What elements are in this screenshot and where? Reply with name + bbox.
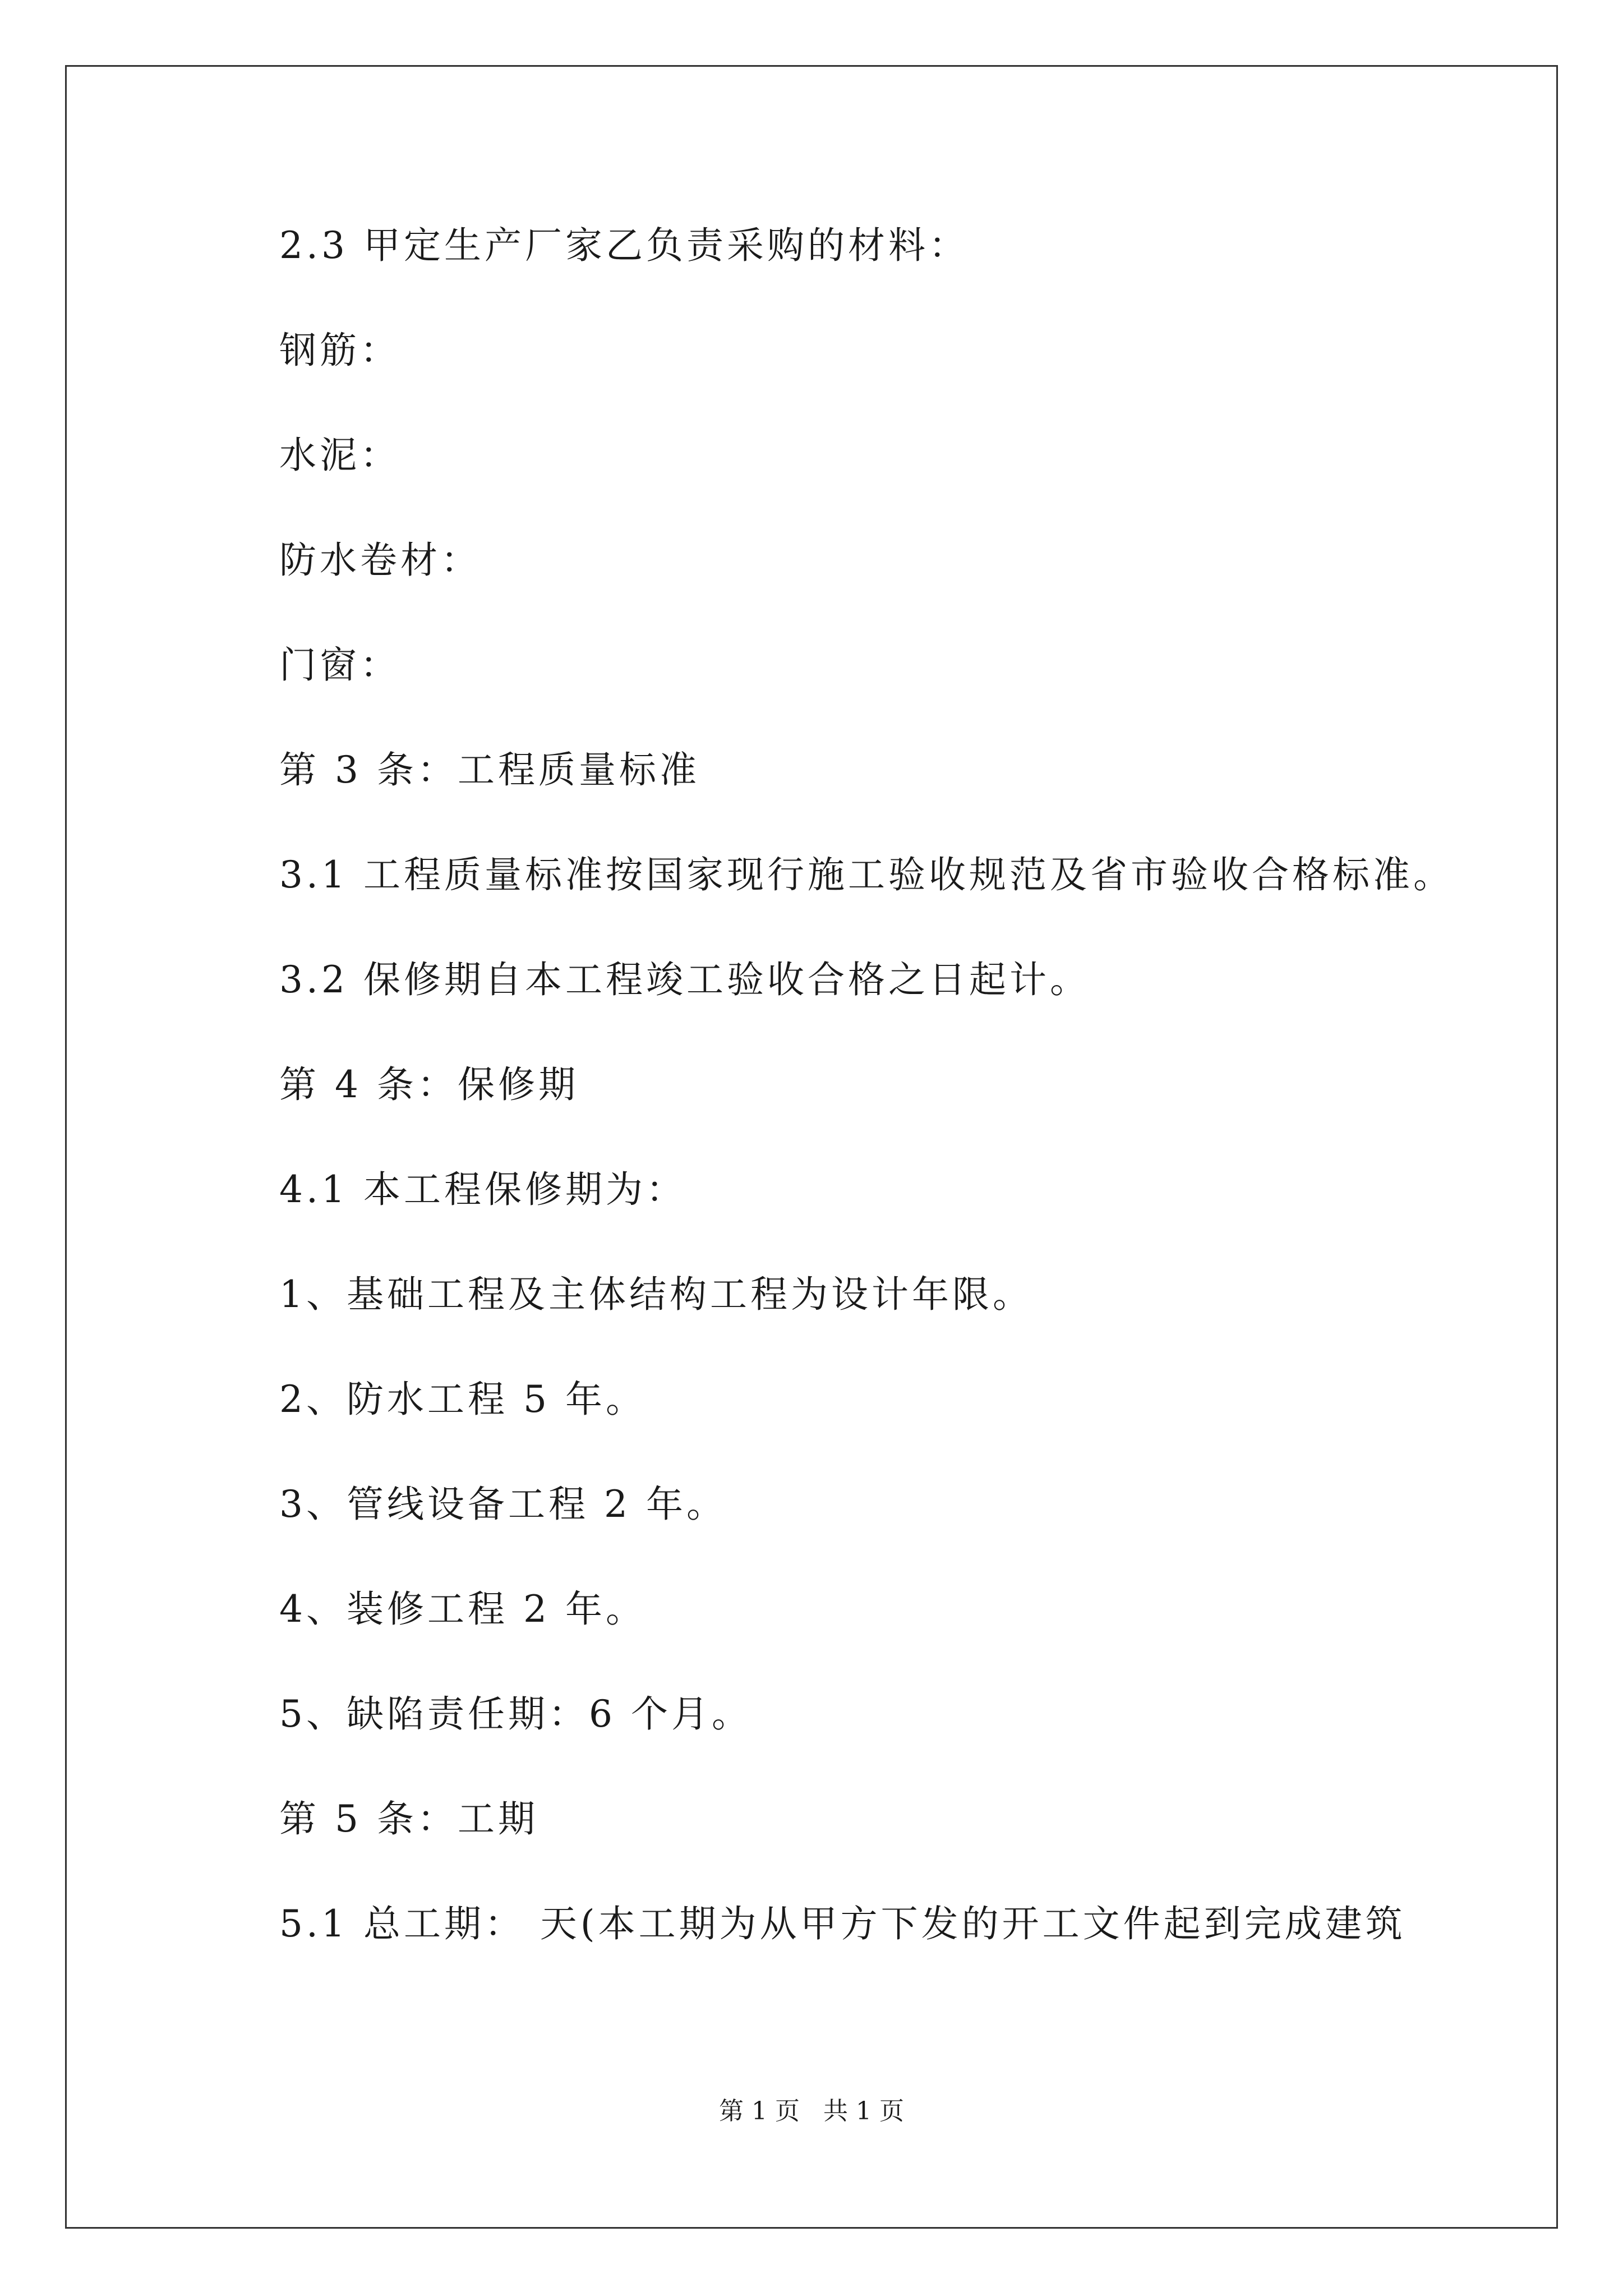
section-2-3-line: 2.3 甲定生产厂家乙负责采购的材料： — [279, 224, 969, 267]
article-4-heading: 第 4 条：保修期 — [279, 1063, 579, 1106]
article-3-heading: 第 3 条：工程质量标准 — [279, 748, 700, 792]
article-5-heading: 第 5 条：工期 — [279, 1797, 538, 1841]
material-waterproof-line: 防水卷材： — [279, 539, 481, 582]
section-3-1-line: 3.1 工程质量标准按国家现行施工验收规范及省市验收合格标准。 — [279, 853, 1454, 896]
warranty-item-5: 5、缺陷责任期：6 个月。 — [279, 1692, 752, 1736]
page-number-footer: 第 1 页 共 1 页 — [719, 2097, 904, 2125]
material-windows-line: 门窗： — [279, 643, 400, 687]
warranty-item-3: 3、管线设备工程 2 年。 — [279, 1483, 727, 1526]
warranty-item-1: 1、基础工程及主体结构工程为设计年限。 — [279, 1273, 1033, 1316]
material-cement-line: 水泥： — [279, 434, 400, 477]
section-3-2-line: 3.2 保修期自本工程竣工验收合格之日起计。 — [279, 958, 1090, 1001]
material-steel-line: 钢筋： — [279, 329, 400, 372]
section-4-1-line: 4.1 本工程保修期为： — [279, 1168, 686, 1211]
warranty-item-2: 2、防水工程 5 年。 — [279, 1378, 646, 1421]
section-5-1-line: 5.1 总工期： 天(本工期为从甲方下发的开工文件起到完成建筑 — [279, 1902, 1406, 1945]
warranty-item-4: 4、装修工程 2 年。 — [279, 1588, 646, 1631]
